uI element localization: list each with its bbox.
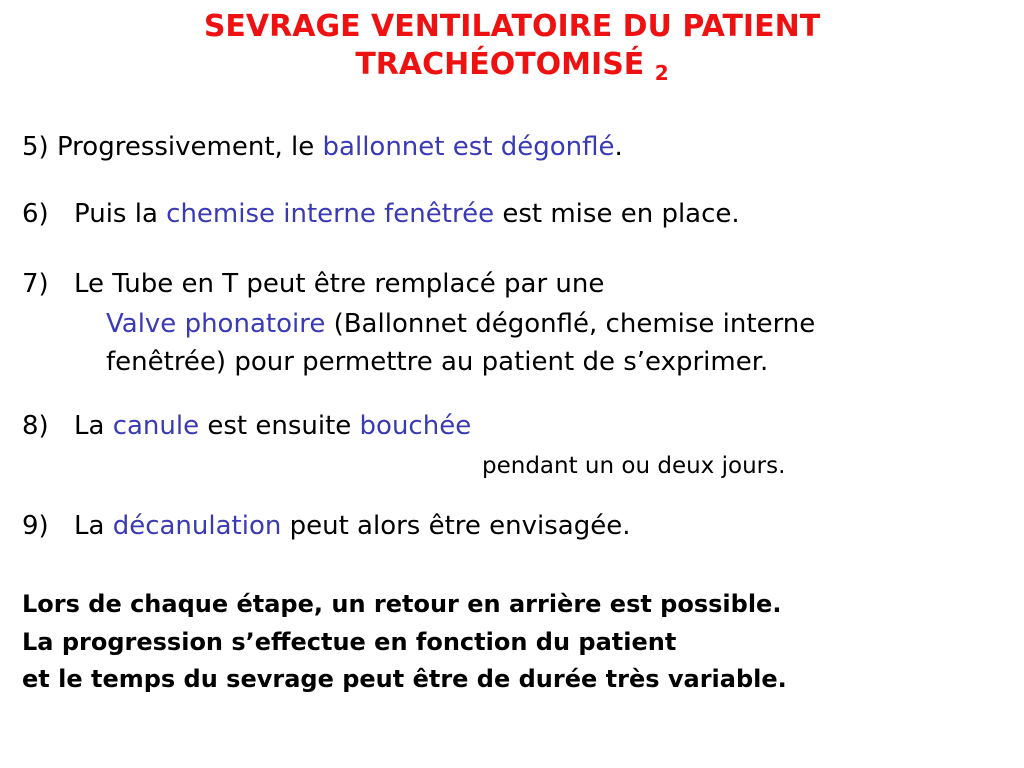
highlight-term: décanulation bbox=[112, 511, 282, 541]
item-text: fenêtrée) pour permettre au patient de s’exprimer. bbox=[106, 347, 769, 377]
item-text: La bbox=[74, 511, 105, 541]
title-line-2-text: TRACHÉOTOMISÉ bbox=[355, 47, 645, 82]
highlight-term: canule bbox=[112, 411, 200, 441]
list-item-7-line-3 bbox=[106, 345, 768, 379]
item-text: (Ballonnet dégonflé, chemise interne bbox=[333, 309, 816, 339]
list-item-6 bbox=[22, 197, 740, 231]
list-item-5 bbox=[22, 130, 623, 164]
list-item-8-line-2 bbox=[482, 449, 785, 483]
list-item-8 bbox=[22, 409, 471, 443]
title-subscript: 2 bbox=[654, 61, 669, 85]
conclusion-line-3: et le temps du sevrage peut être de durée très variable. bbox=[22, 665, 787, 693]
item-number: 9) bbox=[22, 511, 49, 541]
item-text: La bbox=[74, 411, 105, 441]
item-text: Puis la bbox=[74, 199, 158, 229]
highlight-term: ballonnet est dégonflé bbox=[322, 132, 615, 162]
item-text-end: est mise en place. bbox=[502, 199, 740, 229]
item-number: 6) bbox=[22, 199, 49, 229]
highlight-term: Valve phonatoire bbox=[106, 309, 326, 339]
slide-title bbox=[0, 8, 1024, 84]
item-number: 5) bbox=[22, 132, 49, 162]
conclusion-line-1: Lors de chaque étape, un retour en arrière est possible. bbox=[22, 590, 782, 618]
highlight-term: bouchée bbox=[359, 411, 472, 441]
item-text: pendant un ou deux jours. bbox=[482, 453, 786, 479]
list-item-9 bbox=[22, 509, 631, 543]
list-item-7 bbox=[22, 267, 604, 301]
highlight-term: chemise interne fenêtrée bbox=[166, 199, 495, 229]
item-text-end: . bbox=[614, 132, 623, 162]
list-item-7-line-2 bbox=[106, 307, 815, 341]
conclusion-line-2: La progression s’effectue en fonction du patient bbox=[22, 628, 677, 656]
item-number: 7) bbox=[22, 269, 49, 299]
item-text: Progressivement, le bbox=[56, 132, 315, 162]
title-line-2 bbox=[0, 46, 1024, 84]
item-text: Le Tube en T peut être remplacé par une bbox=[74, 269, 605, 299]
item-text: est ensuite bbox=[207, 411, 352, 441]
title-line-1: SEVRAGE VENTILATOIRE DU PATIENT bbox=[203, 9, 821, 44]
item-text-end: peut alors être envisagée. bbox=[289, 511, 631, 541]
item-number: 8) bbox=[22, 411, 49, 441]
